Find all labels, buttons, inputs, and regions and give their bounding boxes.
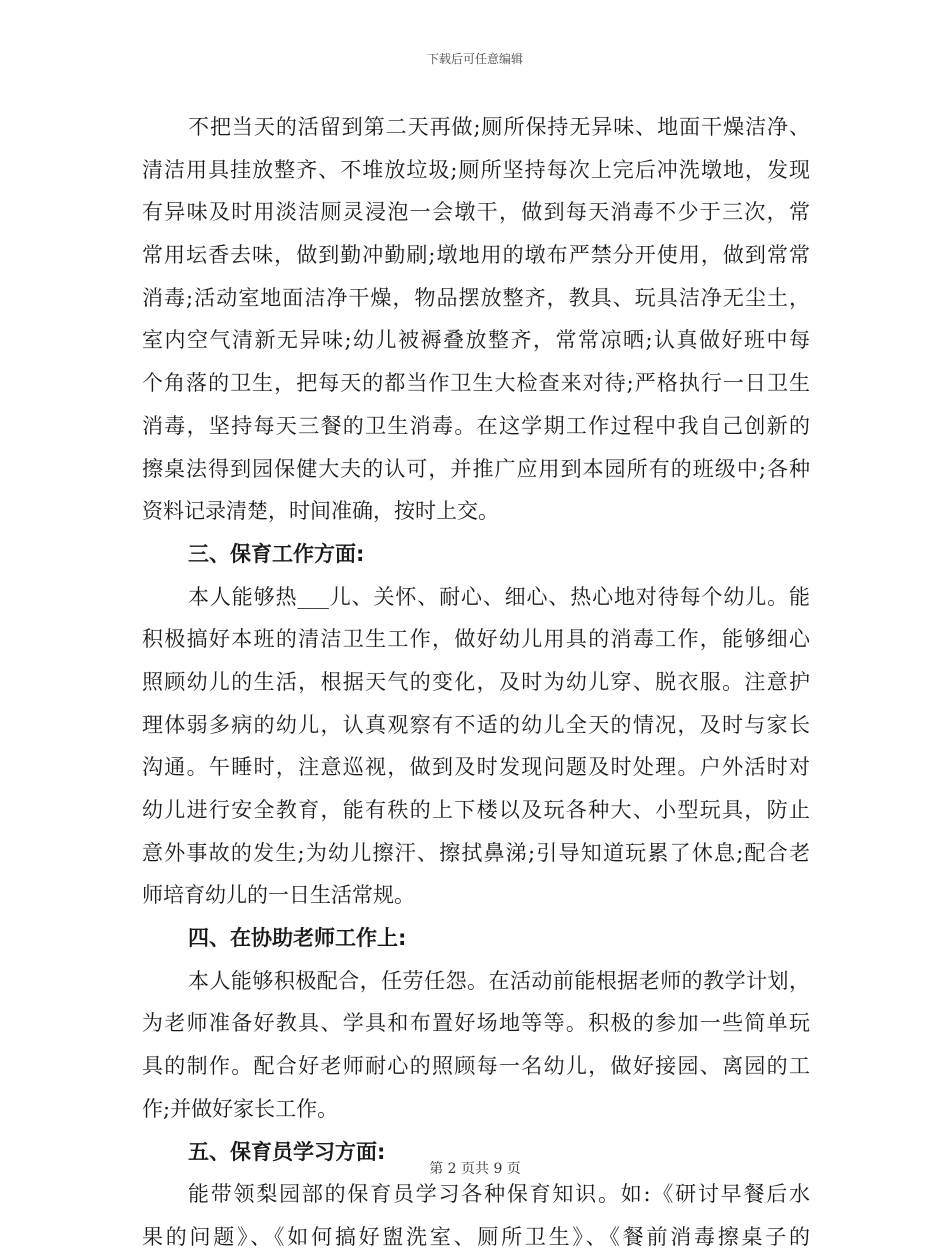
section-heading: 四、在协助老师工作上: [188, 926, 407, 951]
text-line: 作;并做好家长工作。 [142, 1096, 339, 1121]
text-line: 师培育幼儿的一日生活常规。 [142, 883, 415, 908]
page-header: 下载后可任意编辑 [426, 52, 523, 66]
text-line: 理体弱多病的幼儿，认真观察有不适的幼儿全天的情况，及时与家长 [142, 712, 810, 737]
text-line: 个角落的卫生，把每天的都当作卫生大检查来对待;严格执行一日卫生 [142, 371, 810, 396]
section-heading: 五、保育员学习方面: [188, 1139, 386, 1164]
document-body [142, 106, 810, 1259]
text-line: 室内空气清新无异味;幼儿被褥叠放整齐，常常凉晒;认真做好班中每 [142, 328, 810, 353]
text-line: 能带领梨园部的保育员学习各种保育知识。如:《研讨早餐后水 [188, 1182, 810, 1207]
text-line: 沟通。午睡时，注意巡视，做到及时发现问题及时处理。户外活时对 [142, 755, 810, 780]
text-line: 消毒，坚持每天三餐的卫生消毒。在这学期工作过程中我自己创新的 [142, 413, 810, 438]
text-line: 为老师准备好教具、学具和布置好场地等等。积极的参加一些简单玩 [142, 1011, 810, 1036]
section-heading: 三、保育工作方面: [188, 541, 365, 566]
text-line: 果的问题》、《如何搞好盥洗室、厕所卫生》、《餐前消毒擦桌子的 [142, 1224, 810, 1249]
text-line: 清洁用具挂放整齐、不堆放垃圾;厕所坚持每次上完后冲洗墩地，发现 [142, 157, 810, 182]
text-line: 有异味及时用淡洁厕灵浸泡一会墩干，做到每天消毒不少于三次，常 [142, 200, 810, 225]
text-line: 擦桌法得到园保健大夫的认可，并推广应用到本园所有的班级中;各种 [142, 456, 810, 481]
text-line: 意外事故的发生;为幼儿擦汗、擦拭鼻涕;引导知道玩累了休息;配合老 [142, 840, 810, 865]
text-line: 积极搞好本班的清洁卫生工作，做好幼儿用具的消毒工作，能够细心 [142, 627, 810, 652]
text-line: 资料记录清楚，时间准确，按时上交。 [142, 499, 499, 524]
page-footer: 第 2 页共 9 页 [429, 1161, 521, 1177]
text-line: 幼儿进行安全教育，能有秩的上下楼以及玩各种大、小型玩具，防止 [142, 798, 810, 822]
text-line: 消毒;活动室地面洁净干燥，物品摆放整齐，教具、玩具洁净无尘土， [142, 285, 810, 310]
text-line: 具的制作。配合好老师耐心的照顾每一名幼儿，做好接园、离园的工 [142, 1054, 810, 1079]
text-line: 本人能够热___儿、关怀、耐心、细心、热心地对待每个幼儿。能 [188, 584, 810, 609]
text-line: 照顾幼儿的生活，根据天气的变化，及时为幼儿穿、脱衣服。注意护 [142, 669, 810, 694]
text-line: 本人能够积极配合，任劳任怨。在活动前能根据老师的教学计划， [188, 968, 810, 993]
text-line: 不把当天的活留到第二天再做;厕所保持无异味、地面干燥洁净、 [188, 115, 810, 139]
text-line: 常用坛香去味，做到勤冲勤刷;墩地用的墩布严禁分开使用，做到常常 [142, 243, 810, 268]
